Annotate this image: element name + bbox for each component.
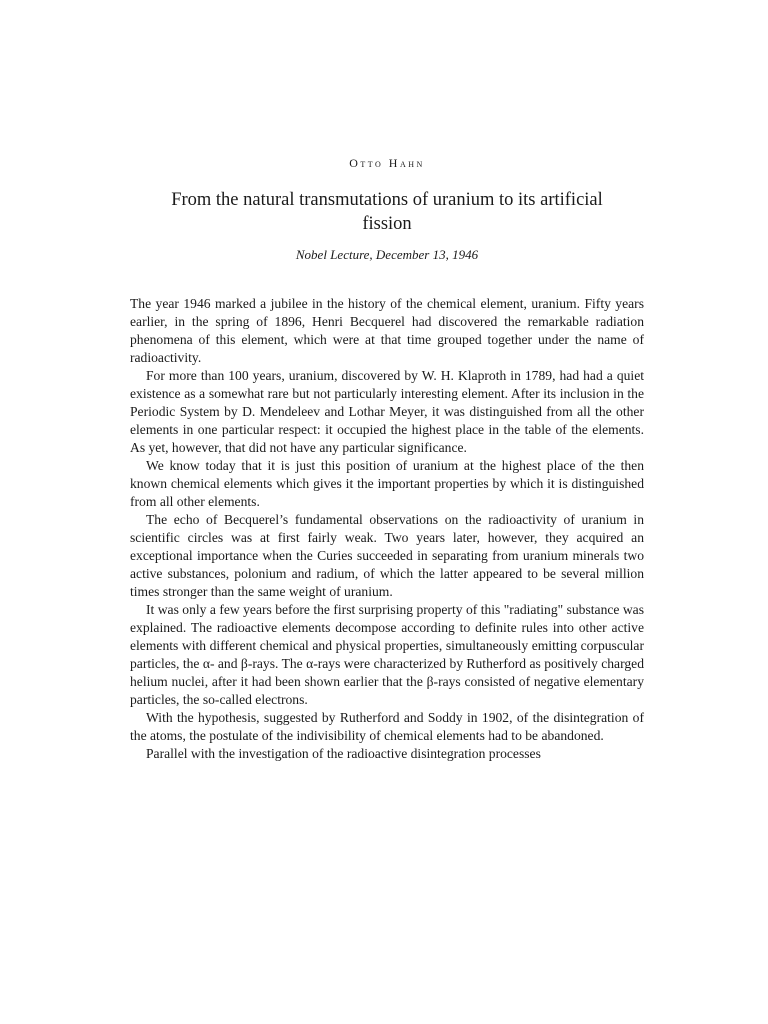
lecture-subtitle: Nobel Lecture, December 13, 1946 — [295, 247, 479, 262]
body-text — [130, 295, 644, 763]
lecture-title: From the natural transmutations of uranium to its artificial fission — [171, 190, 603, 234]
author-name: Otto Hahn — [349, 156, 425, 170]
paragraph: The year 1946 marked a jubilee in the history of the chemical element, uranium. Fifty years earlier, in the spring of 1896, Henri Becquerel had discovered the remarkable radiation phenomena of this element, which were at that time grouped together under the name of radioactivity. — [130, 296, 644, 365]
paragraph: We know today that it is just this position of uranium at the highest place of the then known chemical elements which gives it the important properties by which it is distinguished from all other elements. — [130, 458, 644, 509]
paragraph: It was only a few years before the first surprising property of this "radiating" substance was explained. The radioactive elements decompose according to definite rules into other active elements with different chemical and physical properties, simultaneously emitting corpuscular particles, the α- and β-rays. The α-rays were characterized by Rutherford as positively charged helium nuclei, after it had been shown earlier that the β-rays consisted of negative elementary particles, the so-called electrons. — [130, 602, 644, 707]
paragraph: With the hypothesis, suggested by Rutherford and Soddy in 1902, of the disintegration of the atoms, the postulate of the indivisibility of chemical elements had to be abandoned. — [130, 710, 644, 743]
paragraph: For more than 100 years, uranium, discovered by W. H. Klaproth in 1789, had had a quiet existence as a somewhat rare but not particularly interesting element. After its inclusion in the Periodic System by D. Mendeleev and Lothar Meyer, it was distinguished from all the other elements in one particular respect: it occupied the highest place in the table of the elements. As yet, however, that did not have any particular significance. — [130, 368, 644, 455]
paragraph: Parallel with the investigation of the radioactive disintegration processes — [146, 746, 541, 761]
document-page — [130, 154, 644, 763]
paragraph: The echo of Becquerel’s fundamental observations on the radioactivity of uranium in scientific circles was at first fairly weak. Two years later, however, they acquired an exceptional importance when the Curies succeeded in separating from uranium minerals two active substances, polonium and radium, of which the latter appeared to be several million times stronger than the same weight of uranium. — [130, 512, 644, 599]
